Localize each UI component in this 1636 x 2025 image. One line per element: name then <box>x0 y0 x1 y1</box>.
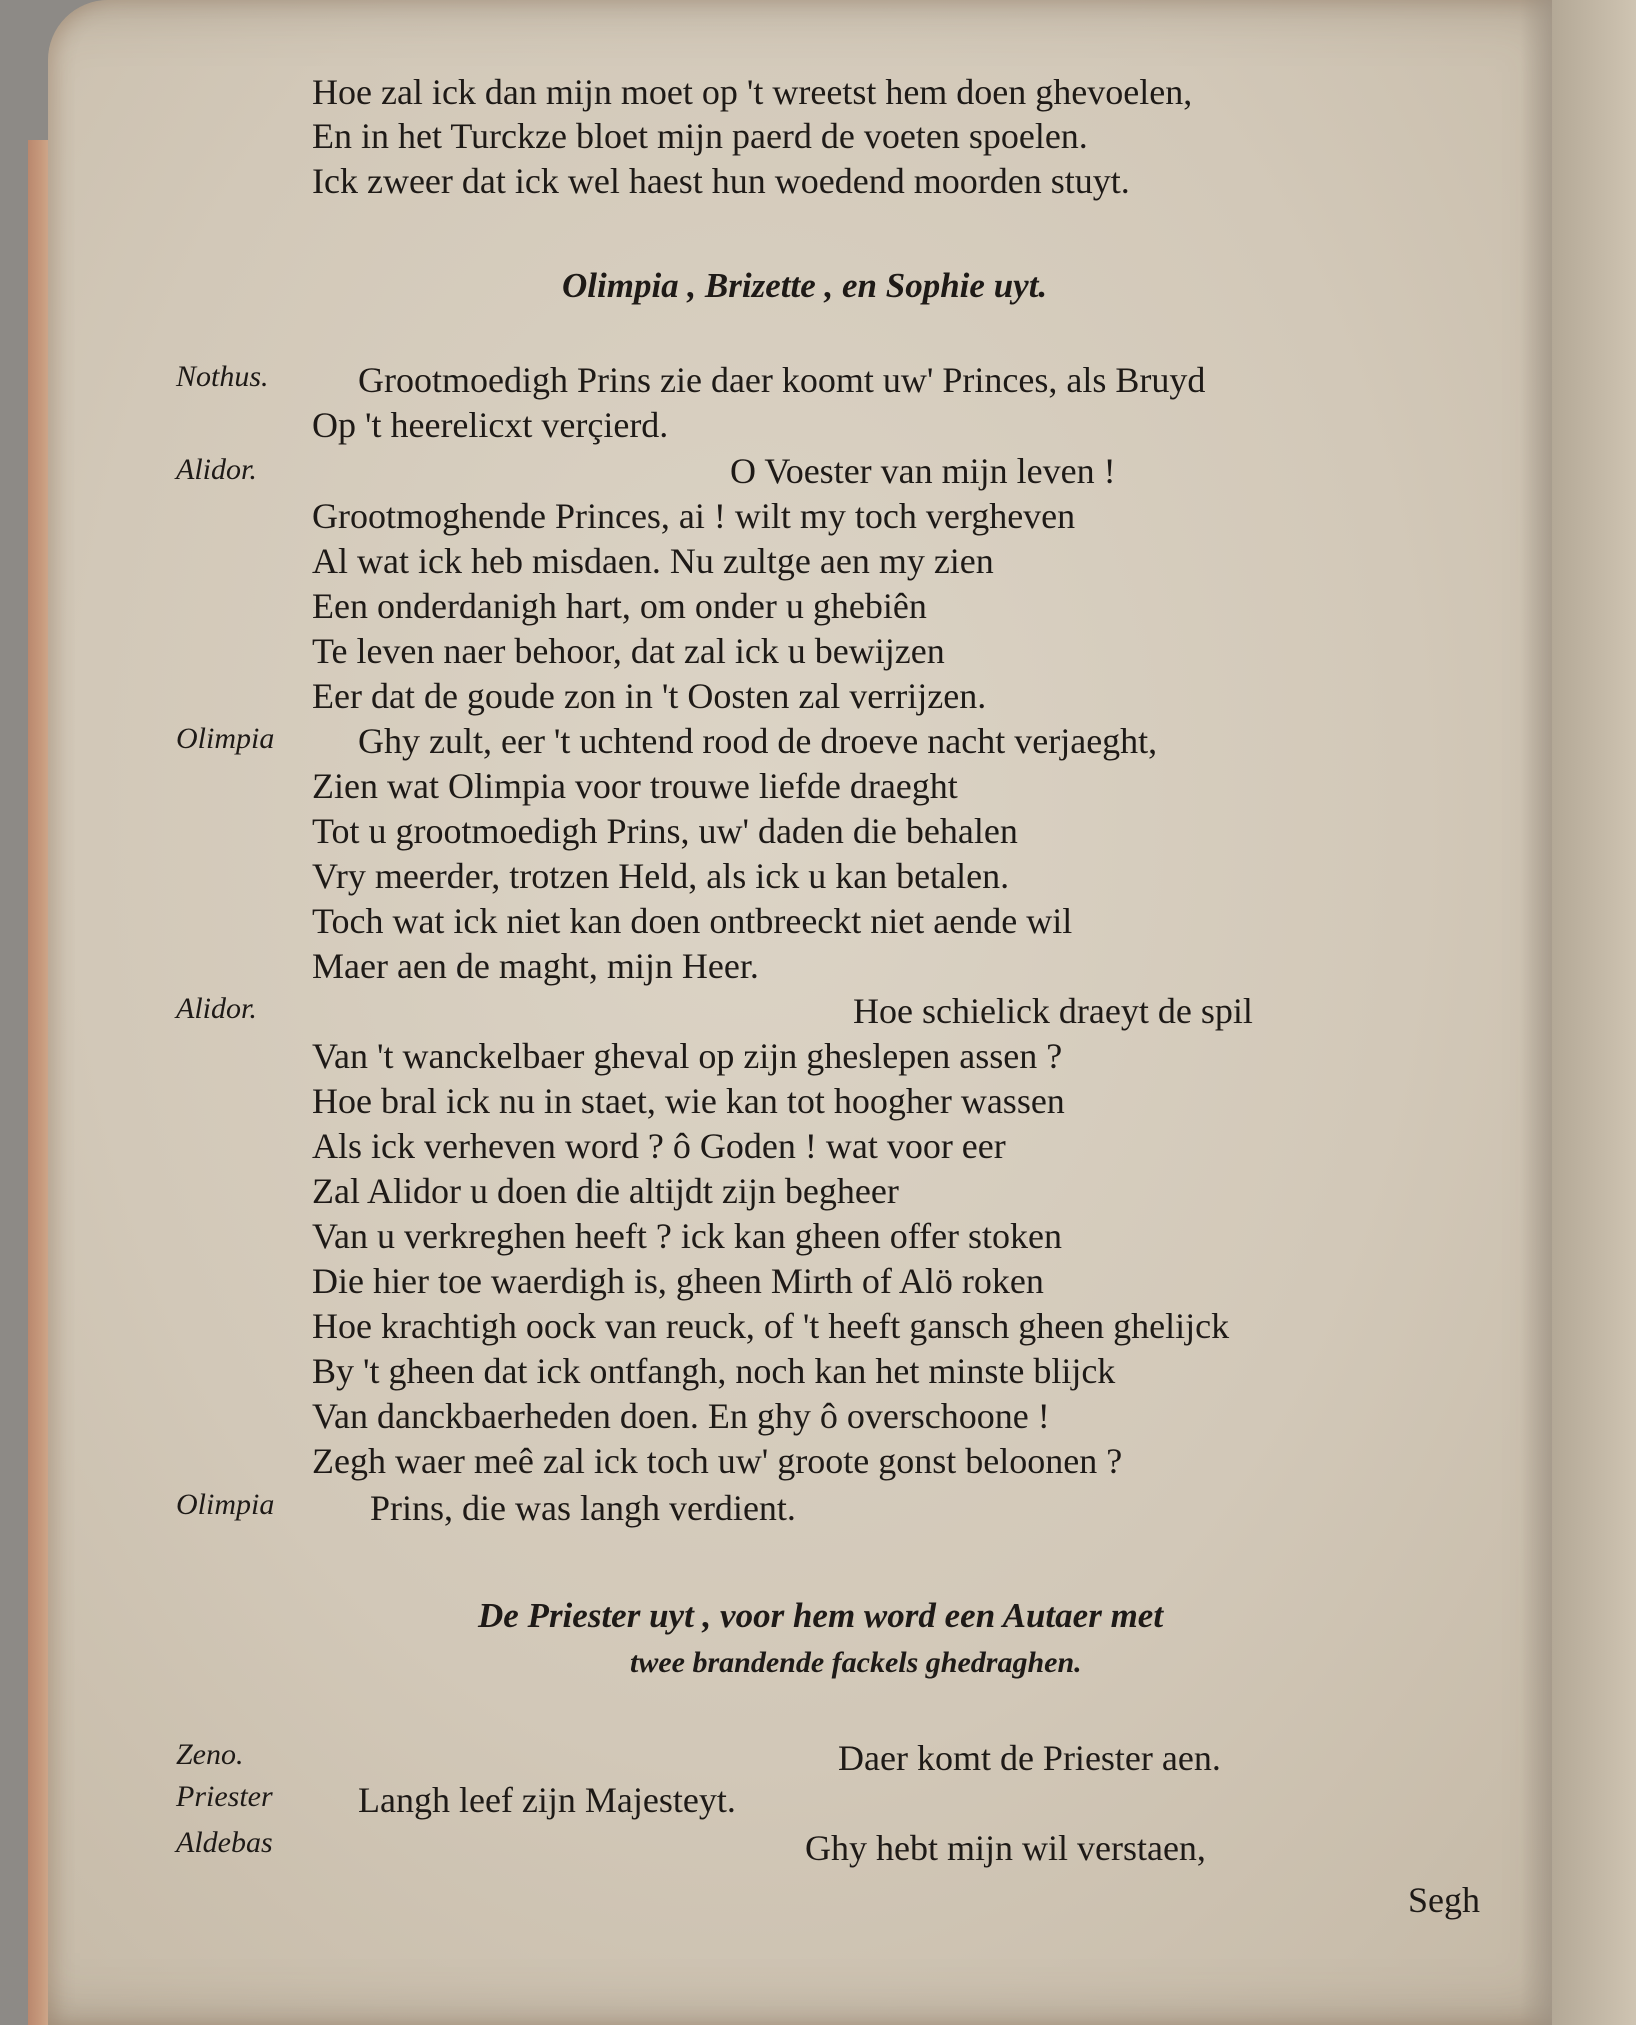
verse-line: Daer komt de Priester aen. <box>838 1738 1221 1778</box>
verse-line: Zal Alidor u doen die altijdt zijn begheer <box>312 1171 899 1211</box>
verse-line: Van danckbaerheden doen. En ghy ô overschoone ! <box>312 1396 1050 1436</box>
verse-line: Een onderdanigh hart, om onder u ghebiên <box>312 586 927 626</box>
catchword: Segh <box>1408 1880 1480 1920</box>
verse-line: By 't gheen dat ick ontfangh, noch kan het minste blijck <box>312 1351 1116 1391</box>
verse-line: Ghy zult, eer 't uchtend rood de droeve nacht verjaeght, <box>358 721 1158 761</box>
verse-line: Van u verkreghen heeft ? ick kan gheen offer stoken <box>312 1216 1063 1256</box>
verse-line: Ghy hebt mijn wil verstaen, <box>805 1828 1206 1868</box>
stage-direction: De Priester uyt , voor hem word een Autaer met <box>478 1596 1164 1635</box>
verse-line: Te leven naer behoor, dat zal ick u bewijzen <box>312 631 945 671</box>
verse-line: En in het Turckze bloet mijn paerd de voeten spoelen. <box>312 116 1088 156</box>
verse-line: Als ick verheven word ? ô Goden ! wat voor eer <box>312 1126 1006 1166</box>
verse-line: Hoe bral ick nu in staet, wie kan tot hoogher wassen <box>312 1081 1065 1121</box>
verse-line: Op 't heerelicxt verçierd. <box>312 405 669 445</box>
speaker-name: Alidor. <box>176 992 257 1025</box>
verse-line: Prins, die was langh verdient. <box>370 1488 796 1528</box>
verse-line: Langh leef zijn Majesteyt. <box>358 1780 736 1820</box>
verse-line: Maer aen de maght, mijn Heer. <box>312 946 759 986</box>
next-page-edge <box>1552 0 1636 2025</box>
stage-direction: Olimpia , Brizette , en Sophie uyt. <box>562 266 1048 305</box>
verse-line: Ick zweer dat ick wel haest hun woedend moorden stuyt. <box>312 161 1130 201</box>
speaker-name: Olimpia <box>176 722 275 755</box>
verse-line: O Voester van mijn leven ! <box>730 451 1116 491</box>
speaker-name: Nothus. <box>176 360 269 393</box>
verse-line: Zien wat Olimpia voor trouwe liefde draeght <box>312 766 958 806</box>
verse-line: Hoe schielick draeyt de spil <box>853 991 1253 1031</box>
verse-line: Hoe zal ick dan mijn moet op 't wreetst hem doen ghevoelen, <box>312 72 1193 112</box>
verse-line: Zegh waer meê zal ick toch uw' groote gonst beloonen ? <box>312 1441 1123 1481</box>
verse-line: Die hier toe waerdigh is, gheen Mirth of Alö roken <box>312 1261 1044 1301</box>
verse-line: Van 't wanckelbaer gheval op zijn gheslepen assen ? <box>312 1036 1063 1076</box>
verse-line: Hoe krachtigh oock van reuck, of 't heeft gansch gheen ghelijck <box>312 1306 1230 1346</box>
speaker-name: Alidor. <box>176 453 257 486</box>
verse-line: Al wat ick heb misdaen. Nu zultge aen my zien <box>312 541 994 581</box>
speaker-name: Aldebas <box>176 1826 273 1859</box>
verse-line: Grootmoedigh Prins zie daer koomt uw' Princes, als Bruyd <box>358 360 1206 400</box>
speaker-name: Zeno. <box>176 1738 244 1771</box>
verse-line: Eer dat de goude zon in 't Oosten zal verrijzen. <box>312 676 987 716</box>
verse-line: Vry meerder, trotzen Held, als ick u kan betalen. <box>312 856 1010 896</box>
stage-direction: twee brandende fackels ghedraghen. <box>630 1646 1082 1679</box>
verse-line: Toch wat ick niet kan doen ontbreeckt niet aende wil <box>312 901 1073 941</box>
speaker-name: Olimpia <box>176 1488 275 1521</box>
verse-line: Grootmoghende Princes, ai ! wilt my toch vergheven <box>312 496 1076 536</box>
verse-line: Tot u grootmoedigh Prins, uw' daden die behalen <box>312 811 1018 851</box>
speaker-name: Priester <box>176 1780 273 1813</box>
